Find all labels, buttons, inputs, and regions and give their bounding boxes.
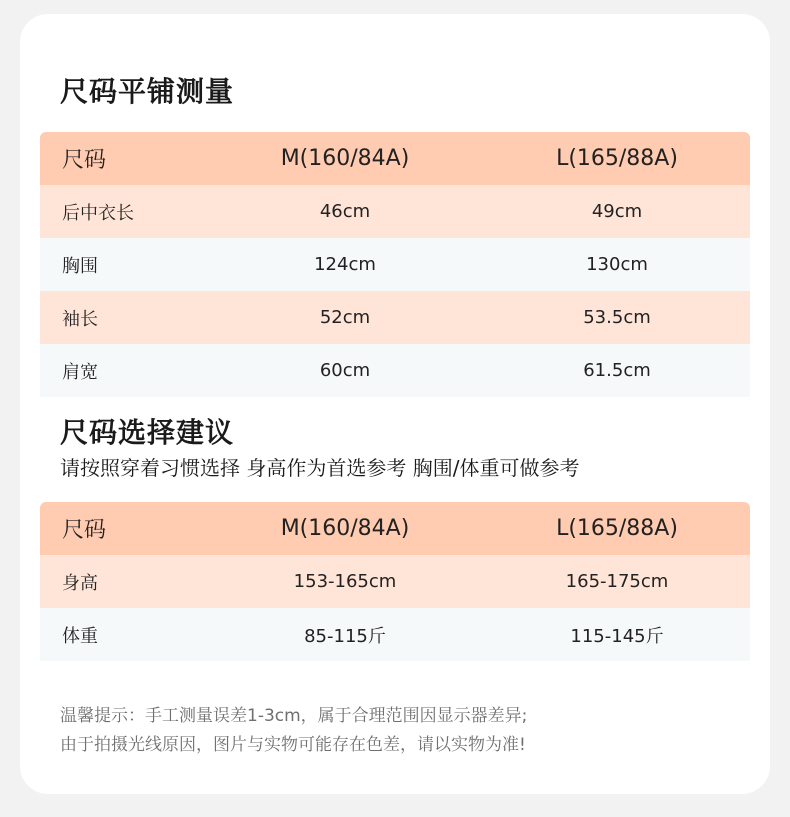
cell-l: 115-145斤	[570, 625, 664, 647]
cell-l: 53.5cm	[583, 307, 651, 328]
header-cell: L(165/88A)	[556, 516, 678, 541]
row-label: 体重	[62, 625, 98, 647]
cell-m: 46cm	[319, 201, 371, 222]
size-card	[20, 14, 770, 794]
tip-line-2: 由于拍摄光线原因，图片与实物可能存在色差，请以实物为准!	[60, 735, 526, 755]
section-title-measurement: 尺码平铺测量	[60, 75, 235, 108]
recommendation-table	[40, 502, 750, 661]
table-row	[40, 291, 750, 344]
row-label: 后中衣长	[62, 202, 134, 224]
cell-l: 165-175cm	[565, 571, 669, 592]
cell-l: 130cm	[586, 254, 648, 275]
cell-l: 61.5cm	[583, 360, 651, 381]
header-cell: 尺码	[62, 518, 107, 543]
header-cell: M(160/84A)	[280, 146, 410, 171]
measurement-table	[40, 132, 750, 397]
row-label: 身高	[62, 572, 98, 594]
cell-m: 60cm	[319, 360, 371, 381]
table-row	[40, 344, 750, 397]
tip-note	[60, 702, 527, 760]
table-row	[40, 608, 750, 661]
cell-m: 52cm	[319, 307, 371, 328]
recommendation-subtitle: 请按照穿着习惯选择 身高作为首选参考 胸围/体重可做参考	[60, 456, 580, 480]
header-cell: M(160/84A)	[280, 516, 410, 541]
table-row	[40, 185, 750, 238]
cell-m: 85-115斤	[304, 625, 386, 647]
row-label: 肩宽	[62, 361, 98, 383]
header-cell: 尺码	[62, 148, 107, 173]
table-row	[40, 555, 750, 608]
header-cell: L(165/88A)	[556, 146, 678, 171]
row-label: 袖长	[62, 308, 98, 330]
cell-m: 153-165cm	[293, 571, 397, 592]
section-title-recommendation: 尺码选择建议	[60, 416, 235, 449]
table-row	[40, 238, 750, 291]
table-header	[40, 132, 750, 185]
tip-line-1: 温馨提示：手工测量误差1-3cm，属于合理范围因显示器差异;	[60, 706, 528, 726]
cell-l: 49cm	[591, 201, 643, 222]
row-label: 胸围	[62, 255, 98, 277]
cell-m: 124cm	[314, 254, 376, 275]
table-header	[40, 502, 750, 555]
